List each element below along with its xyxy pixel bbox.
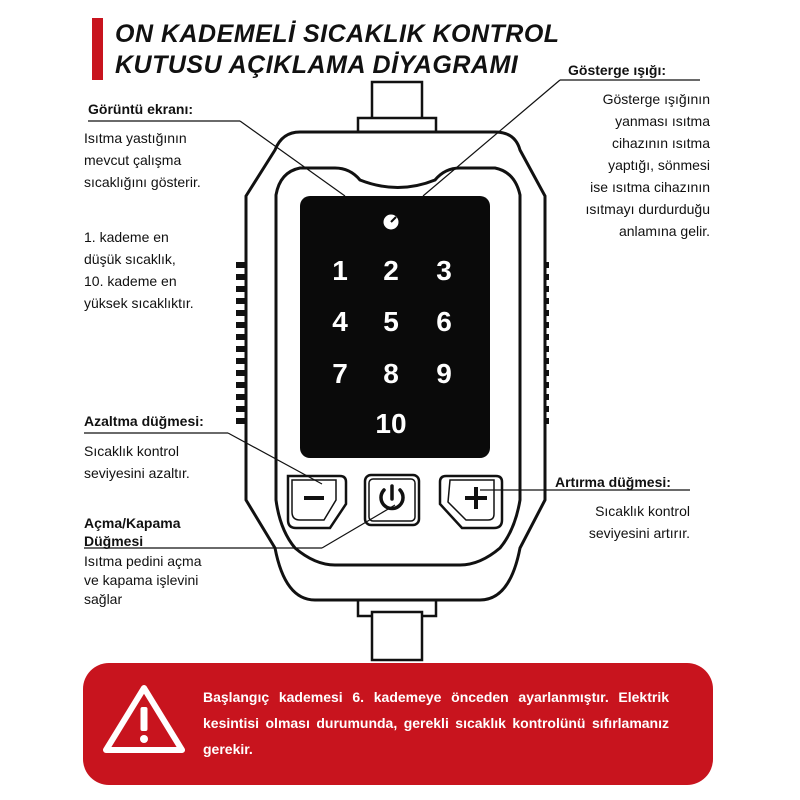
indicator-heading: Gösterge ışığı:	[568, 62, 667, 78]
display-levels-description: 1. kademe en düşük sıcaklık, 10. kademe en yüksek sıcaklıktır.	[84, 229, 194, 311]
power-description: Isıtma pedini açma ve kapama işlevini sağlar	[84, 553, 202, 607]
level-3: 3	[436, 255, 452, 286]
level-9: 9	[436, 358, 452, 389]
increase-heading: Artırma düğmesi:	[555, 474, 671, 490]
level-1: 1	[332, 255, 348, 286]
level-6: 6	[436, 306, 452, 337]
display-description: Isıtma yastığının mevcut çalışma sıcaklığını gösterir.	[84, 130, 201, 190]
level-4: 4	[332, 306, 348, 337]
power-heading-line2: Düğmesi	[84, 533, 144, 549]
indicator-description: Gösterge ışığının yanması ısıtma cihazının ısıtma yaptığı, sönmesi ise ısıtma cihazının ısıtmayı durdurduğu anlamına gelir.	[585, 91, 710, 239]
decrease-heading: Azaltma düğmesi:	[84, 413, 204, 429]
warning-text: Başlangıç kademesi 6. kademeye önceden ayarlanmıştır. Elektrik kesintisi olması durumunda, gerekli sıcaklık kontrolünü sıfırlamanız gerekir.	[203, 689, 669, 757]
title-line-2: KUTUSU AÇIKLAMA DİYAGRAMI	[115, 51, 519, 79]
increase-description: Sıcaklık kontrol seviyesini artırır.	[588, 503, 690, 541]
power-heading-line1: Açma/Kapama	[84, 515, 181, 531]
level-7: 7	[332, 358, 348, 389]
level-10: 10	[375, 408, 407, 439]
level-5: 5	[383, 306, 399, 337]
level-2: 2	[383, 255, 399, 286]
display-heading: Görüntü ekranı:	[88, 101, 194, 117]
title-line-1: ON KADEMELİ SICAKLIK KONTROL	[115, 20, 560, 48]
level-8: 8	[383, 358, 399, 389]
decrease-description: Sıcaklık kontrol seviyesini azaltır.	[84, 443, 190, 481]
